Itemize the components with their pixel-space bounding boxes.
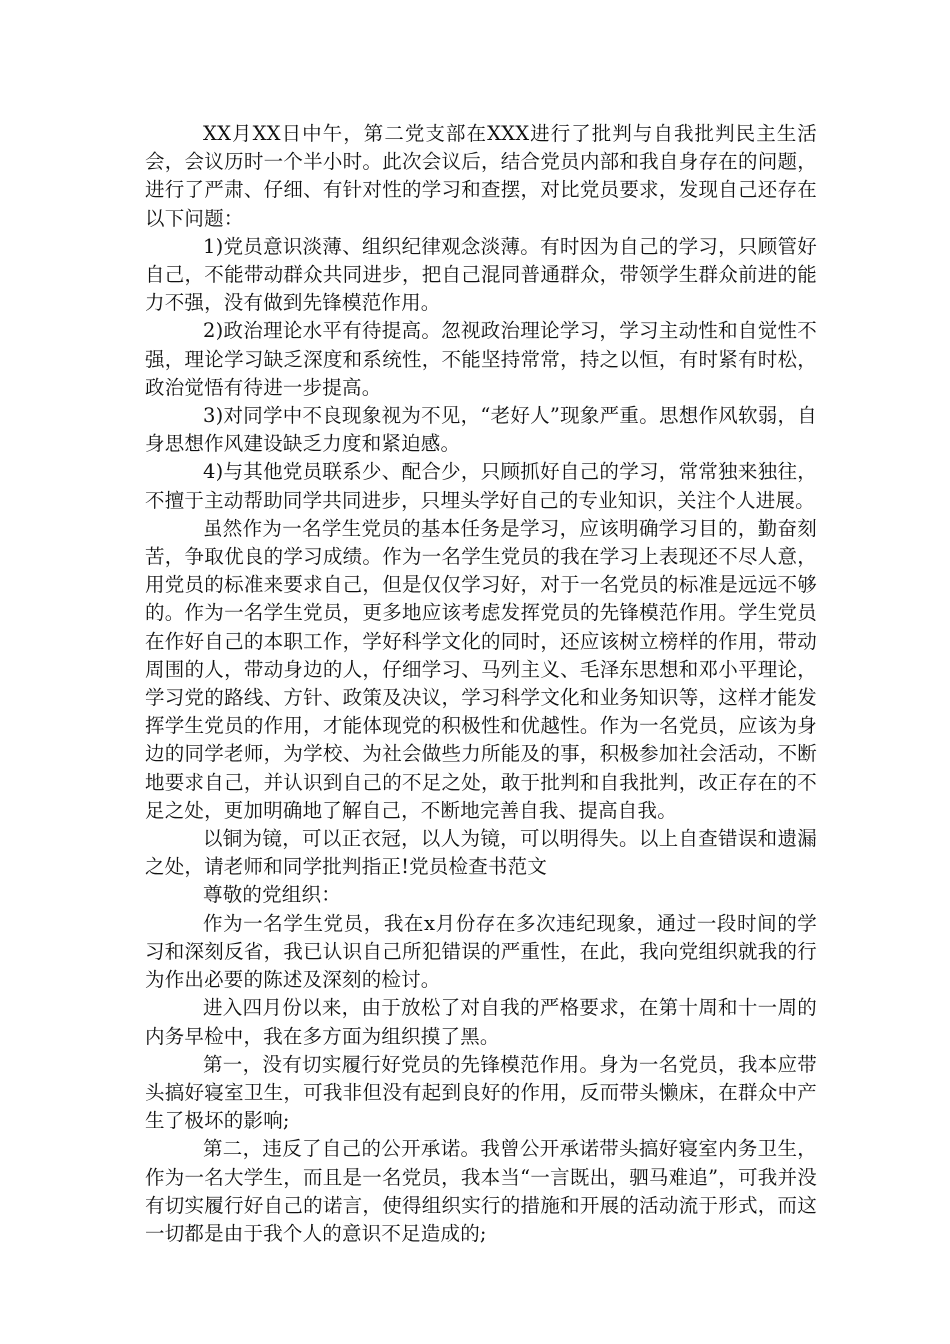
paragraph-problem-3: 3)对同学中不良现象视为不见，“老好人”现象严重。思想作风软弱，自身思想作风建设缺乏力度和紧迫感。 bbox=[145, 404, 817, 456]
paragraph-second: 第二，违反了自己的公开承诺。我曾公开承诺带头搞好寝室内务卫生，作为一名大学生，而且是一名党员，我本当“一言既出，驷马难追”，可我并没有切实履行好自己的诺言，使得组织实行的措施和开展的活动流于形式，而这一切都是由于我个人的意识不足造成的; bbox=[145, 1137, 817, 1245]
paragraph-first: 第一，没有切实履行好党员的先锋模范作用。身为一名党员，我本应带头搞好寝室卫生，可我非但没有起到良好的作用，反而带头懒床，在群众中产生了极坏的影响; bbox=[145, 1052, 817, 1133]
paragraph-problem-1: 1)党员意识淡薄、组织纪律观念淡薄。有时因为自己的学习，只顾管好自己，不能带动群众共同进步，把自己混同普通群众，带领学生群众前进的能力不强，没有做到先锋模范作用。 bbox=[145, 234, 817, 315]
paragraph-problem-2: 2)政治理论水平有待提高。忽视政治理论学习，学习主动性和自觉性不强，理论学习缺乏深度和系统性，不能坚持常常，持之以恒，有时紧有时松，政治觉悟有待进一步提高。 bbox=[145, 319, 817, 399]
paragraph-intro: XX月XX日中午，第二党支部在XXX进行了批判与自我批判民主生活会，会议历时一个半小时。此次会议后，结合党员内部和我自身存在的问题，进行了严肃、仔细、有针对性的学习和查摆，对比党员要求，发现自己还存在以下问题： bbox=[145, 122, 817, 230]
paragraph-problem-4: 4)与其他党员联系少、配合少，只顾抓好自己的学习，常常独来独往，不擅于主动帮助同学共同进步，只埋头学好自己的专业知识，关注个人进展。 bbox=[145, 460, 817, 512]
document-body bbox=[145, 120, 817, 1248]
paragraph-statement: 作为一名学生党员，我在x月份存在多次违纪现象，通过一段时间的学习和深刻反省，我已认识自己所犯错误的严重性，在此，我向党组织就我的行为作出必要的陈述及深刻的检讨。 bbox=[145, 911, 817, 992]
paragraph-conclusion: 以铜为镜，可以正衣冠，以人为镜，可以明得失。以上自查错误和遗漏之处，请老师和同学批判指正!党员检查书范文 bbox=[145, 827, 817, 879]
salutation: 尊敬的党组织： bbox=[203, 883, 341, 907]
paragraph-reflection: 虽然作为一名学生党员的基本任务是学习，应该明确学习目的，勤奋刻苦，争取优良的学习成绩。作为一名学生党员的我在学习上表现还不尽人意，用党员的标准来要求自己，但是仅仅学习好，对于一名党员的标准是远远不够的。作为一名学生党员，更多地应该考虑发挥党员的先锋模范作用。学生党员在作好自己的本职工作，学好科学文化的同时，还应该树立榜样的作用，带动周围的人，带动身边的人，仔细学习、马列主义、毛泽东思想和邓小平理论，学习党的路线、方针、政策及决议，学习科学文化和业务知识等，这样才能发挥学生党员的作用，才能体现党的积极性和优越性。作为一名党员，应该为身边的同学老师，为学校、为社会做些力所能及的事，积极参加社会活动，不断地要求自己，并认识到自己的不足之处，敢于批判和自我批判，改正存在的不足之处，更加明确地了解自己，不断地完善自我、提高自我。 bbox=[145, 516, 817, 822]
paragraph-april: 进入四月份以来，由于放松了对自我的严格要求，在第十周和十一周的内务早检中，我在多方面为组织摸了黑。 bbox=[145, 996, 817, 1048]
